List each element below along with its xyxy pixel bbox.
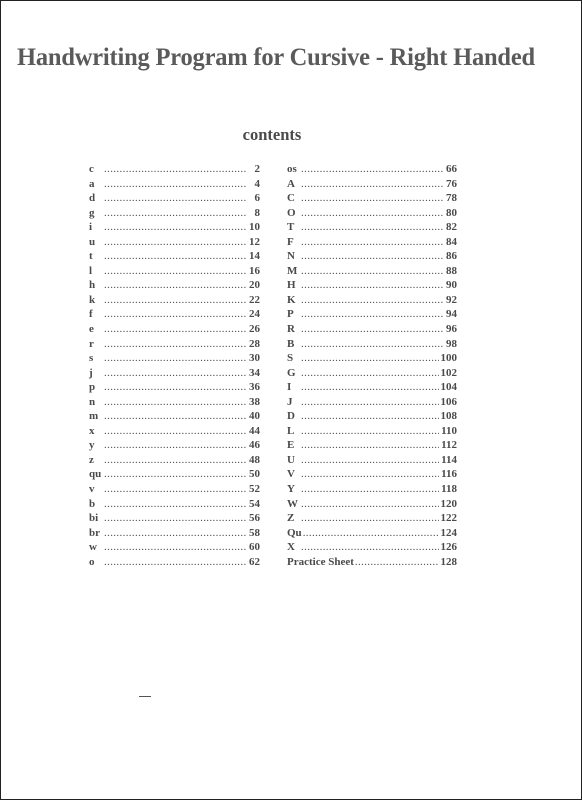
toc-entry (89, 453, 260, 468)
toc-entry-page: 104 (440, 381, 457, 394)
toc-column-right (287, 162, 457, 569)
toc-entry-label: Qu (287, 526, 302, 539)
toc-entry-label: D (287, 410, 295, 423)
toc-entry (287, 264, 457, 279)
toc-entry-label: S (287, 352, 294, 365)
toc-dot-leader (301, 395, 439, 410)
toc-dot-leader (104, 497, 246, 512)
toc-entry-page: 116 (441, 468, 457, 481)
toc-dot-leader (301, 453, 439, 468)
toc-entry-label: i (89, 221, 93, 234)
toc-dot-leader (104, 540, 246, 555)
toc-entry-page: 2 (254, 163, 260, 175)
toc-entry-page: 88 (446, 264, 457, 277)
toc-entry (89, 337, 260, 352)
toc-entry-label: j (89, 366, 93, 379)
toc-entry-page: 84 (446, 235, 457, 248)
toc-entry (287, 409, 457, 424)
toc-entry (89, 467, 260, 482)
toc-entry-label: p (89, 381, 96, 394)
toc-dot-leader (104, 337, 246, 352)
toc-entry-label: l (89, 264, 93, 277)
toc-entry-label: y (89, 439, 95, 452)
toc-entry-page: 24 (249, 308, 260, 321)
toc-entry-label: b (89, 497, 96, 510)
toc-dot-leader (104, 278, 246, 293)
toc-entry-page: 54 (249, 497, 260, 510)
toc-dot-leader (301, 438, 439, 453)
toc-dot-leader (104, 293, 246, 308)
toc-dot-leader (104, 438, 246, 453)
toc-entry-page: 16 (249, 264, 260, 277)
toc-entry (287, 497, 457, 512)
toc-entry-label: qu (89, 468, 102, 481)
toc-entry-label: Practice Sheet (287, 555, 354, 568)
toc-entry (287, 162, 457, 177)
toc-dot-leader (301, 235, 443, 250)
toc-entry-page: 80 (446, 206, 457, 219)
toc-entry-label: bi (89, 512, 99, 525)
toc-entry-label: x (89, 424, 95, 437)
toc-entry-label: L (287, 424, 295, 437)
toc-entry-page: 62 (249, 555, 260, 568)
toc-dot-leader (301, 177, 443, 192)
toc-entry-label: H (287, 279, 296, 292)
contents-heading: contents (242, 125, 302, 144)
toc-entry-page: 38 (249, 395, 260, 408)
toc-entry (287, 380, 457, 395)
toc-entry (89, 482, 260, 497)
toc-dot-leader (104, 526, 246, 541)
toc-dot-leader (301, 206, 443, 221)
toc-entry-page: 26 (249, 323, 260, 336)
toc-entry-page: 112 (441, 439, 457, 452)
toc-entry (287, 249, 457, 264)
toc-entry-label: I (287, 381, 292, 394)
toc-entry-label: G (287, 366, 296, 379)
toc-entry (89, 235, 260, 250)
toc-entry-page: 6 (254, 192, 260, 205)
toc-entry-label: o (89, 555, 95, 568)
toc-dot-leader (104, 307, 246, 322)
toc-dot-leader (301, 322, 443, 337)
toc-entry-page: 124 (440, 526, 457, 539)
toc-entry-label: O (287, 206, 296, 219)
toc-dot-leader (301, 482, 439, 497)
toc-entry-label: w (89, 541, 97, 554)
toc-dot-leader (104, 453, 246, 468)
toc-entry-page: 20 (249, 279, 260, 292)
toc-entry (89, 307, 260, 322)
toc-entry-page: 52 (249, 483, 260, 496)
toc-entry (287, 206, 457, 221)
toc-dot-leader (104, 264, 246, 279)
toc-entry (287, 395, 457, 410)
toc-entry-page: 22 (249, 293, 260, 306)
toc-dot-leader (301, 467, 439, 482)
toc-entry-page: 66 (446, 163, 457, 175)
toc-entry-label: z (89, 453, 94, 466)
toc-entry (89, 351, 260, 366)
toc-dot-leader (104, 206, 246, 221)
toc-dot-leader (301, 278, 443, 293)
toc-entry-label: U (287, 453, 295, 466)
toc-entry-label: t (89, 250, 93, 263)
toc-entry-label: h (89, 279, 96, 292)
toc-entry (89, 249, 260, 264)
toc-entry-label: R (287, 323, 295, 336)
toc-entry-label: Z (287, 512, 295, 525)
toc-entry-label: J (287, 395, 293, 408)
toc-entry (287, 511, 457, 526)
toc-entry-label: Y (287, 483, 295, 496)
toc-entry (287, 453, 457, 468)
toc-entry-label: k (89, 293, 96, 306)
toc-entry-label: F (287, 235, 294, 248)
toc-entry-label: a (89, 177, 95, 190)
toc-dot-leader (301, 424, 439, 439)
toc-entry-page: 128 (440, 555, 457, 568)
toc-entry-label: T (287, 221, 295, 234)
toc-entry-label: n (89, 395, 96, 408)
toc-dot-leader (104, 511, 246, 526)
toc-dot-leader (104, 380, 246, 395)
toc-entry (287, 220, 457, 235)
toc-entry-page: 4 (254, 177, 260, 190)
toc-dot-leader (301, 337, 443, 352)
toc-dot-leader (301, 293, 443, 308)
toc-entry-label: r (89, 337, 94, 350)
toc-entry-page: 90 (446, 279, 457, 292)
toc-entry-label: d (89, 192, 96, 205)
toc-entry-page: 78 (446, 192, 457, 205)
toc-dot-leader (301, 191, 443, 206)
toc-dot-leader (301, 351, 439, 366)
toc-dot-leader (104, 555, 246, 570)
toc-entry (89, 497, 260, 512)
toc-entry (89, 366, 260, 381)
toc-entry-page: 118 (441, 483, 457, 496)
toc-entry (287, 555, 457, 570)
document-title: Handwriting Program for Cursive - Right Handed (17, 42, 535, 71)
toc-entry-label: s (89, 352, 94, 365)
toc-entry (89, 555, 260, 570)
toc-entry-page: 36 (249, 381, 260, 394)
toc-entry (287, 482, 457, 497)
toc-entry-page: 40 (249, 410, 260, 423)
toc-entry (287, 366, 457, 381)
toc-dot-leader (301, 497, 439, 512)
toc-entry (287, 235, 457, 250)
toc-entry-page: 28 (249, 337, 260, 350)
toc-entry-label: u (89, 235, 96, 248)
toc-dot-leader (301, 307, 443, 322)
toc-entry (89, 409, 260, 424)
toc-dot-leader (355, 555, 439, 570)
toc-entry-label: P (287, 308, 294, 321)
toc-dot-leader (104, 409, 246, 424)
toc-dot-leader (104, 162, 246, 177)
toc-entry (89, 438, 260, 453)
stray-mark (139, 696, 151, 697)
toc-entry-page: 94 (446, 308, 457, 321)
toc-dot-leader (301, 162, 443, 177)
toc-entry-label: f (89, 308, 93, 321)
toc-entry-page: 86 (446, 250, 457, 263)
toc-dot-leader (104, 351, 246, 366)
toc-dot-leader (104, 177, 246, 192)
toc-entry-page: 98 (446, 337, 457, 350)
toc-dot-leader (301, 380, 439, 395)
toc-dot-leader (301, 264, 443, 279)
toc-entry-label: V (287, 468, 295, 481)
toc-entry-page: 114 (441, 453, 457, 466)
toc-entry (89, 424, 260, 439)
toc-entry (89, 191, 260, 206)
toc-entry-label: M (287, 264, 298, 277)
toc-entry (287, 526, 457, 541)
toc-entry (287, 293, 457, 308)
toc-entry (89, 293, 260, 308)
toc-entry-label: N (287, 250, 295, 263)
toc-entry (287, 337, 457, 352)
toc-entry-label: os (287, 163, 297, 175)
toc-dot-leader (104, 322, 246, 337)
toc-dot-leader (301, 511, 439, 526)
toc-entry-label: e (89, 323, 94, 336)
toc-dot-leader (104, 424, 246, 439)
toc-entry-page: 92 (446, 293, 457, 306)
toc-entry-page: 50 (249, 468, 260, 481)
toc-entry (287, 307, 457, 322)
toc-entry-label: g (89, 206, 95, 219)
toc-entry-page: 102 (440, 366, 457, 379)
toc-entry-label: K (287, 293, 296, 306)
toc-entry-label: A (287, 177, 295, 190)
toc-dot-leader (104, 220, 246, 235)
toc-dot-leader (301, 220, 443, 235)
toc-entry-page: 34 (249, 366, 260, 379)
toc-entry-label: C (287, 192, 295, 205)
toc-entry (287, 438, 457, 453)
toc-entry (287, 424, 457, 439)
toc-entry (287, 467, 457, 482)
toc-entry (89, 206, 260, 221)
toc-entry-page: 56 (249, 512, 260, 525)
toc-dot-leader (104, 395, 246, 410)
toc-entry-page: 96 (446, 323, 457, 336)
toc-entry-label: W (287, 497, 298, 510)
toc-entry-page: 60 (249, 541, 260, 554)
toc-entry-page: 106 (440, 395, 457, 408)
toc-entry-label: v (89, 483, 95, 496)
toc-dot-leader (104, 235, 246, 250)
toc-entry-label: br (89, 526, 100, 539)
toc-entry-page: 126 (440, 541, 457, 554)
toc-entry-page: 10 (249, 221, 260, 234)
toc-entry-label: E (287, 439, 295, 452)
toc-entry (89, 526, 260, 541)
toc-dot-leader (104, 191, 246, 206)
toc-entry-page: 46 (249, 439, 260, 452)
toc-dot-leader (303, 526, 439, 541)
toc-entry-page: 100 (440, 352, 457, 365)
toc-entry (287, 322, 457, 337)
toc-dot-leader (104, 467, 246, 482)
toc-dot-leader (104, 249, 246, 264)
toc-entry (287, 177, 457, 192)
toc-entry (89, 380, 260, 395)
toc-entry (89, 395, 260, 410)
toc-entry-page: 8 (254, 206, 260, 219)
toc-dot-leader (301, 249, 443, 264)
toc-entry-label: m (89, 410, 99, 423)
toc-entry-label: c (89, 163, 94, 175)
toc-entry-label: B (287, 337, 295, 350)
toc-entry (89, 264, 260, 279)
toc-entry-page: 14 (249, 250, 260, 263)
toc-entry-page: 12 (249, 235, 260, 248)
toc-entry (287, 540, 457, 555)
toc-entry (89, 540, 260, 555)
toc-entry-page: 110 (441, 424, 457, 437)
toc-entry (89, 511, 260, 526)
toc-entry-page: 30 (249, 352, 260, 365)
toc-entry-page: 58 (249, 526, 260, 539)
toc-entry-page: 122 (440, 512, 457, 525)
toc-dot-leader (301, 409, 439, 424)
toc-dot-leader (301, 540, 439, 555)
toc-dot-leader (104, 482, 246, 497)
toc-entry-page: 108 (440, 410, 457, 423)
toc-entry-page: 48 (249, 453, 260, 466)
toc-entry (89, 220, 260, 235)
toc-entry (287, 351, 457, 366)
toc-dot-leader (301, 366, 439, 381)
toc-entry (89, 278, 260, 293)
toc-entry (89, 177, 260, 192)
toc-entry-label: X (287, 541, 295, 554)
toc-entry (287, 278, 457, 293)
toc-entry-page: 82 (446, 221, 457, 234)
toc-entry (89, 162, 260, 177)
toc-entry (89, 322, 260, 337)
toc-column-left (89, 162, 260, 569)
toc-entry-page: 44 (249, 424, 260, 437)
toc-entry-page: 76 (446, 177, 457, 190)
toc-dot-leader (104, 366, 246, 381)
toc-entry-page: 120 (440, 497, 457, 510)
toc-entry (287, 191, 457, 206)
